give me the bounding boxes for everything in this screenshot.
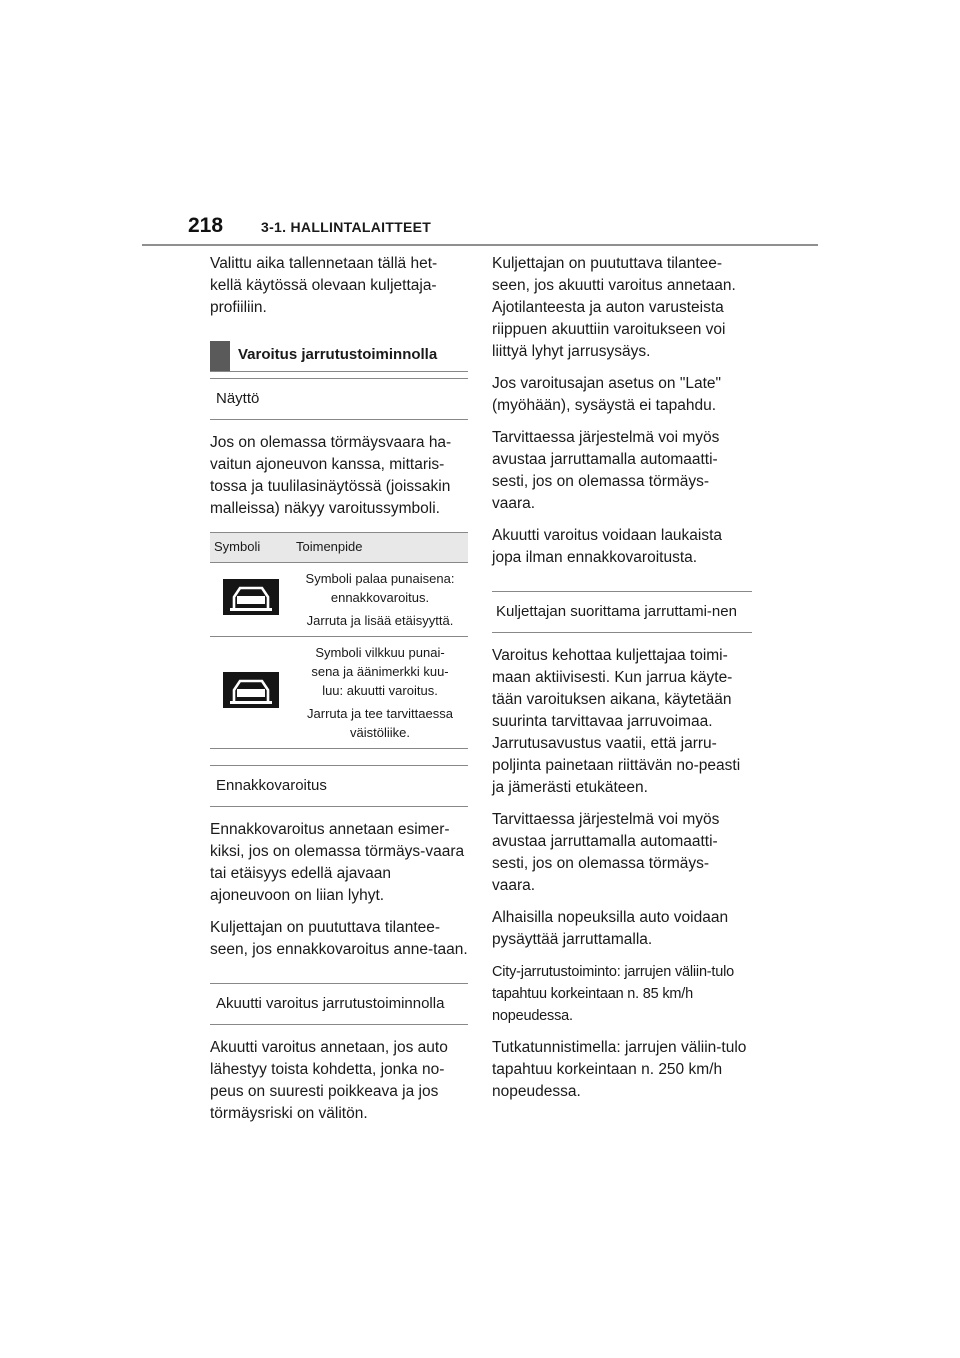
action-text: luu: akuutti varoitus. [322,683,438,698]
body-paragraph: City-jarrutustoiminto: jarrujen väliin-tulo tapahtuu korkeintaan n. 85 km/h nopeudessa. [492,964,735,1024]
table-row [210,563,468,637]
table-header-symbol: Symboli [210,533,292,563]
vehicle-collision-warning-icon [223,579,279,615]
header-divider [142,244,818,246]
action-text: ennakkovaroitus. [330,590,430,605]
page-header [142,214,818,248]
symbol-table [210,532,468,749]
right-column [492,253,752,1113]
action-text: Symboli palaa punaisena: [305,571,455,586]
chapter-title: 3-1. HALLINTALAITTEET [261,219,432,235]
page-number: 218 [188,214,224,237]
action-text: Jarruta ja tee tarvittaessa [307,706,453,721]
subheading-pre-warning: Ennakkovaroitus [210,765,468,807]
action-text: Jarruta ja lisää etäisyyttä. [306,613,454,628]
heading-bar [210,341,230,371]
acute-warning-paragraph: Akuutti varoitus annetaan, jos auto lähestyy toista kohdetta, jonka no-peus on suuresti poikkeava ja jos törmäysriski on välitön. [210,1039,448,1122]
section-heading-text: Varoitus jarrutustoiminnolla [238,346,438,363]
table-row [210,637,468,749]
subheading-driver-braking: Kuljettajan suorittama jarruttami-nen [492,591,752,633]
body-paragraph: Tarvittaessa järjestelmä voi myös avustaa jarruttamalla automaatti-sesti, jos on olemassa törmäys-vaara. [492,429,720,512]
body-paragraph: Akuutti varoitus voidaan laukaista jopa ilman ennakkovaroitusta. [492,527,723,566]
symbol-cell [210,637,292,749]
action-text: sena ja äänimerkki kuu- [311,664,449,679]
vehicle-collision-warning-icon [223,672,279,708]
body-paragraph: Alhaisilla nopeuksilla auto voidaan pysäyttää jarruttamalla. [492,909,729,948]
body-paragraph: Kuljettajan on puututtava tilantee-seen, jos akuutti varoitus annetaan. Ajotilanteesta ja auton varusteista riippuen akuuttiin varoitukseen voi liittyä lyhyt jarrusysäys. [492,255,736,360]
subheading-acute-warning: Akuutti varoitus jarrutustoiminnolla [210,983,468,1025]
body-paragraph: Jos varoitusajan asetus on "Late" (myöhään), sysäystä ei tapahdu. [492,375,722,414]
pre-warning-paragraph: Kuljettajan on puututtava tilantee-seen, jos ennakkovaroitus anne-taan. [210,919,468,958]
action-cell [292,637,468,749]
body-paragraph: Tarvittaessa järjestelmä voi myös avustaa jarruttamalla automaatti-sesti, jos on olemassa törmäys-vaara. [492,811,720,894]
left-column [210,253,468,1135]
table-header-action: Toimenpide [292,533,468,563]
display-paragraph: Jos on olemassa törmäysvaara ha-vaitun ajoneuvon kanssa, mittaris-tossa ja tuulilasinäytössä (joissakin malleissa) näkyy varoitussymboli. [210,434,452,517]
action-text: Symboli vilkkuu punai- [315,645,445,660]
section-heading-warning [210,341,468,372]
body-paragraph: Tutkatunnistimella: jarrujen väliin-tulo tapahtuu korkeintaan n. 250 km/h nopeudessa. [492,1039,747,1100]
action-text: väistöliike. [350,725,410,740]
symbol-cell [210,563,292,637]
intro-paragraph: Valittu aika tallennetaan tällä het-kellä käytössä olevaan kuljettaja-profiiliin. [210,255,438,316]
pre-warning-paragraph: Ennakkovaroitus annetaan esimer-kiksi, jos on olemassa törmäys-vaara tai etäisyys edellä ajavaan ajoneuvoon on liian lyhyt. [210,821,465,904]
subheading-display: Näyttö [210,378,468,420]
body-paragraph: Varoitus kehottaa kuljettajaa toimi-maan aktiivisesti. Kun jarrua käyte-tään varoituksen aikana, käytetään suurinta tarvittavaa jarruvoimaa. Jarrutusavustus vaatii, että jarru-poljinta painetaan riittävän no-peasti ja jämerästi etukäteen. [492,647,741,796]
action-cell [292,563,468,637]
